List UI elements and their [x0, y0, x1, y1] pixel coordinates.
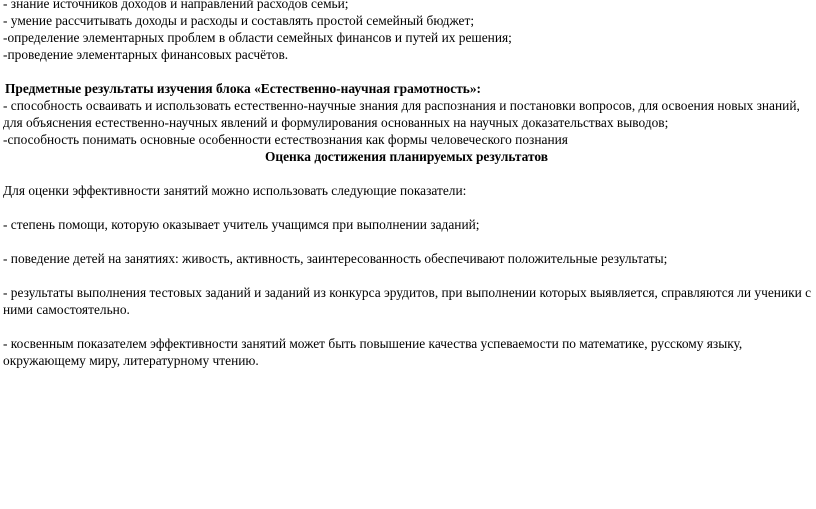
- spacer: [3, 233, 813, 250]
- subject-results-heading: Предметные результаты изучения блока «Естественно-научная грамотность»:: [5, 81, 482, 96]
- indicator-item: - поведение детей на занятиях: живость, активность, заинтересованность обеспечивают положительные результаты;: [3, 251, 668, 266]
- spacer: [3, 199, 813, 216]
- spacer: [3, 165, 813, 182]
- spacer: [3, 63, 813, 80]
- indicator-item: - косвенным показателем эффективности занятий может быть повышение качества успеваемости по математике, русскому языку, окружающему миру, литературному чтению.: [3, 336, 743, 368]
- list-item: - знание источников доходов и направлений расходов семьи;: [3, 0, 349, 11]
- list-item: -проведение элементарных финансовых расчётов.: [3, 47, 289, 62]
- subject-results-item: - способность осваивать и использовать естественно-научные знания для распознания и постановки вопросов, для освоения новых знаний, для объяснения естественно-научных явлений и формулирования основанных на научных доказательствах выводов;: [3, 98, 800, 130]
- list-item: -определение элементарных проблем в области семейных финансов и путей их решения;: [3, 30, 512, 45]
- assessment-intro: Для оценки эффективности занятий можно использовать следующие показатели:: [3, 183, 467, 198]
- indicator-item: - результаты выполнения тестовых заданий и заданий из конкурса эрудитов, при выполнении которых выявляется, справляются ли ученики с ними самостоятельно.: [3, 285, 812, 317]
- assessment-title: Оценка достижения планируемых результатов: [264, 149, 549, 164]
- spacer: [3, 318, 813, 335]
- document-page: [3, 0, 813, 369]
- spacer: [3, 267, 813, 284]
- subject-results-item: -способность понимать основные особенности естествознания как формы человеческого познания: [3, 132, 568, 147]
- list-item: - умение рассчитывать доходы и расходы и составлять простой семейный бюджет;: [3, 13, 475, 28]
- indicator-item: - степень помощи, которую оказывает учитель учащимся при выполнении заданий;: [3, 217, 480, 232]
